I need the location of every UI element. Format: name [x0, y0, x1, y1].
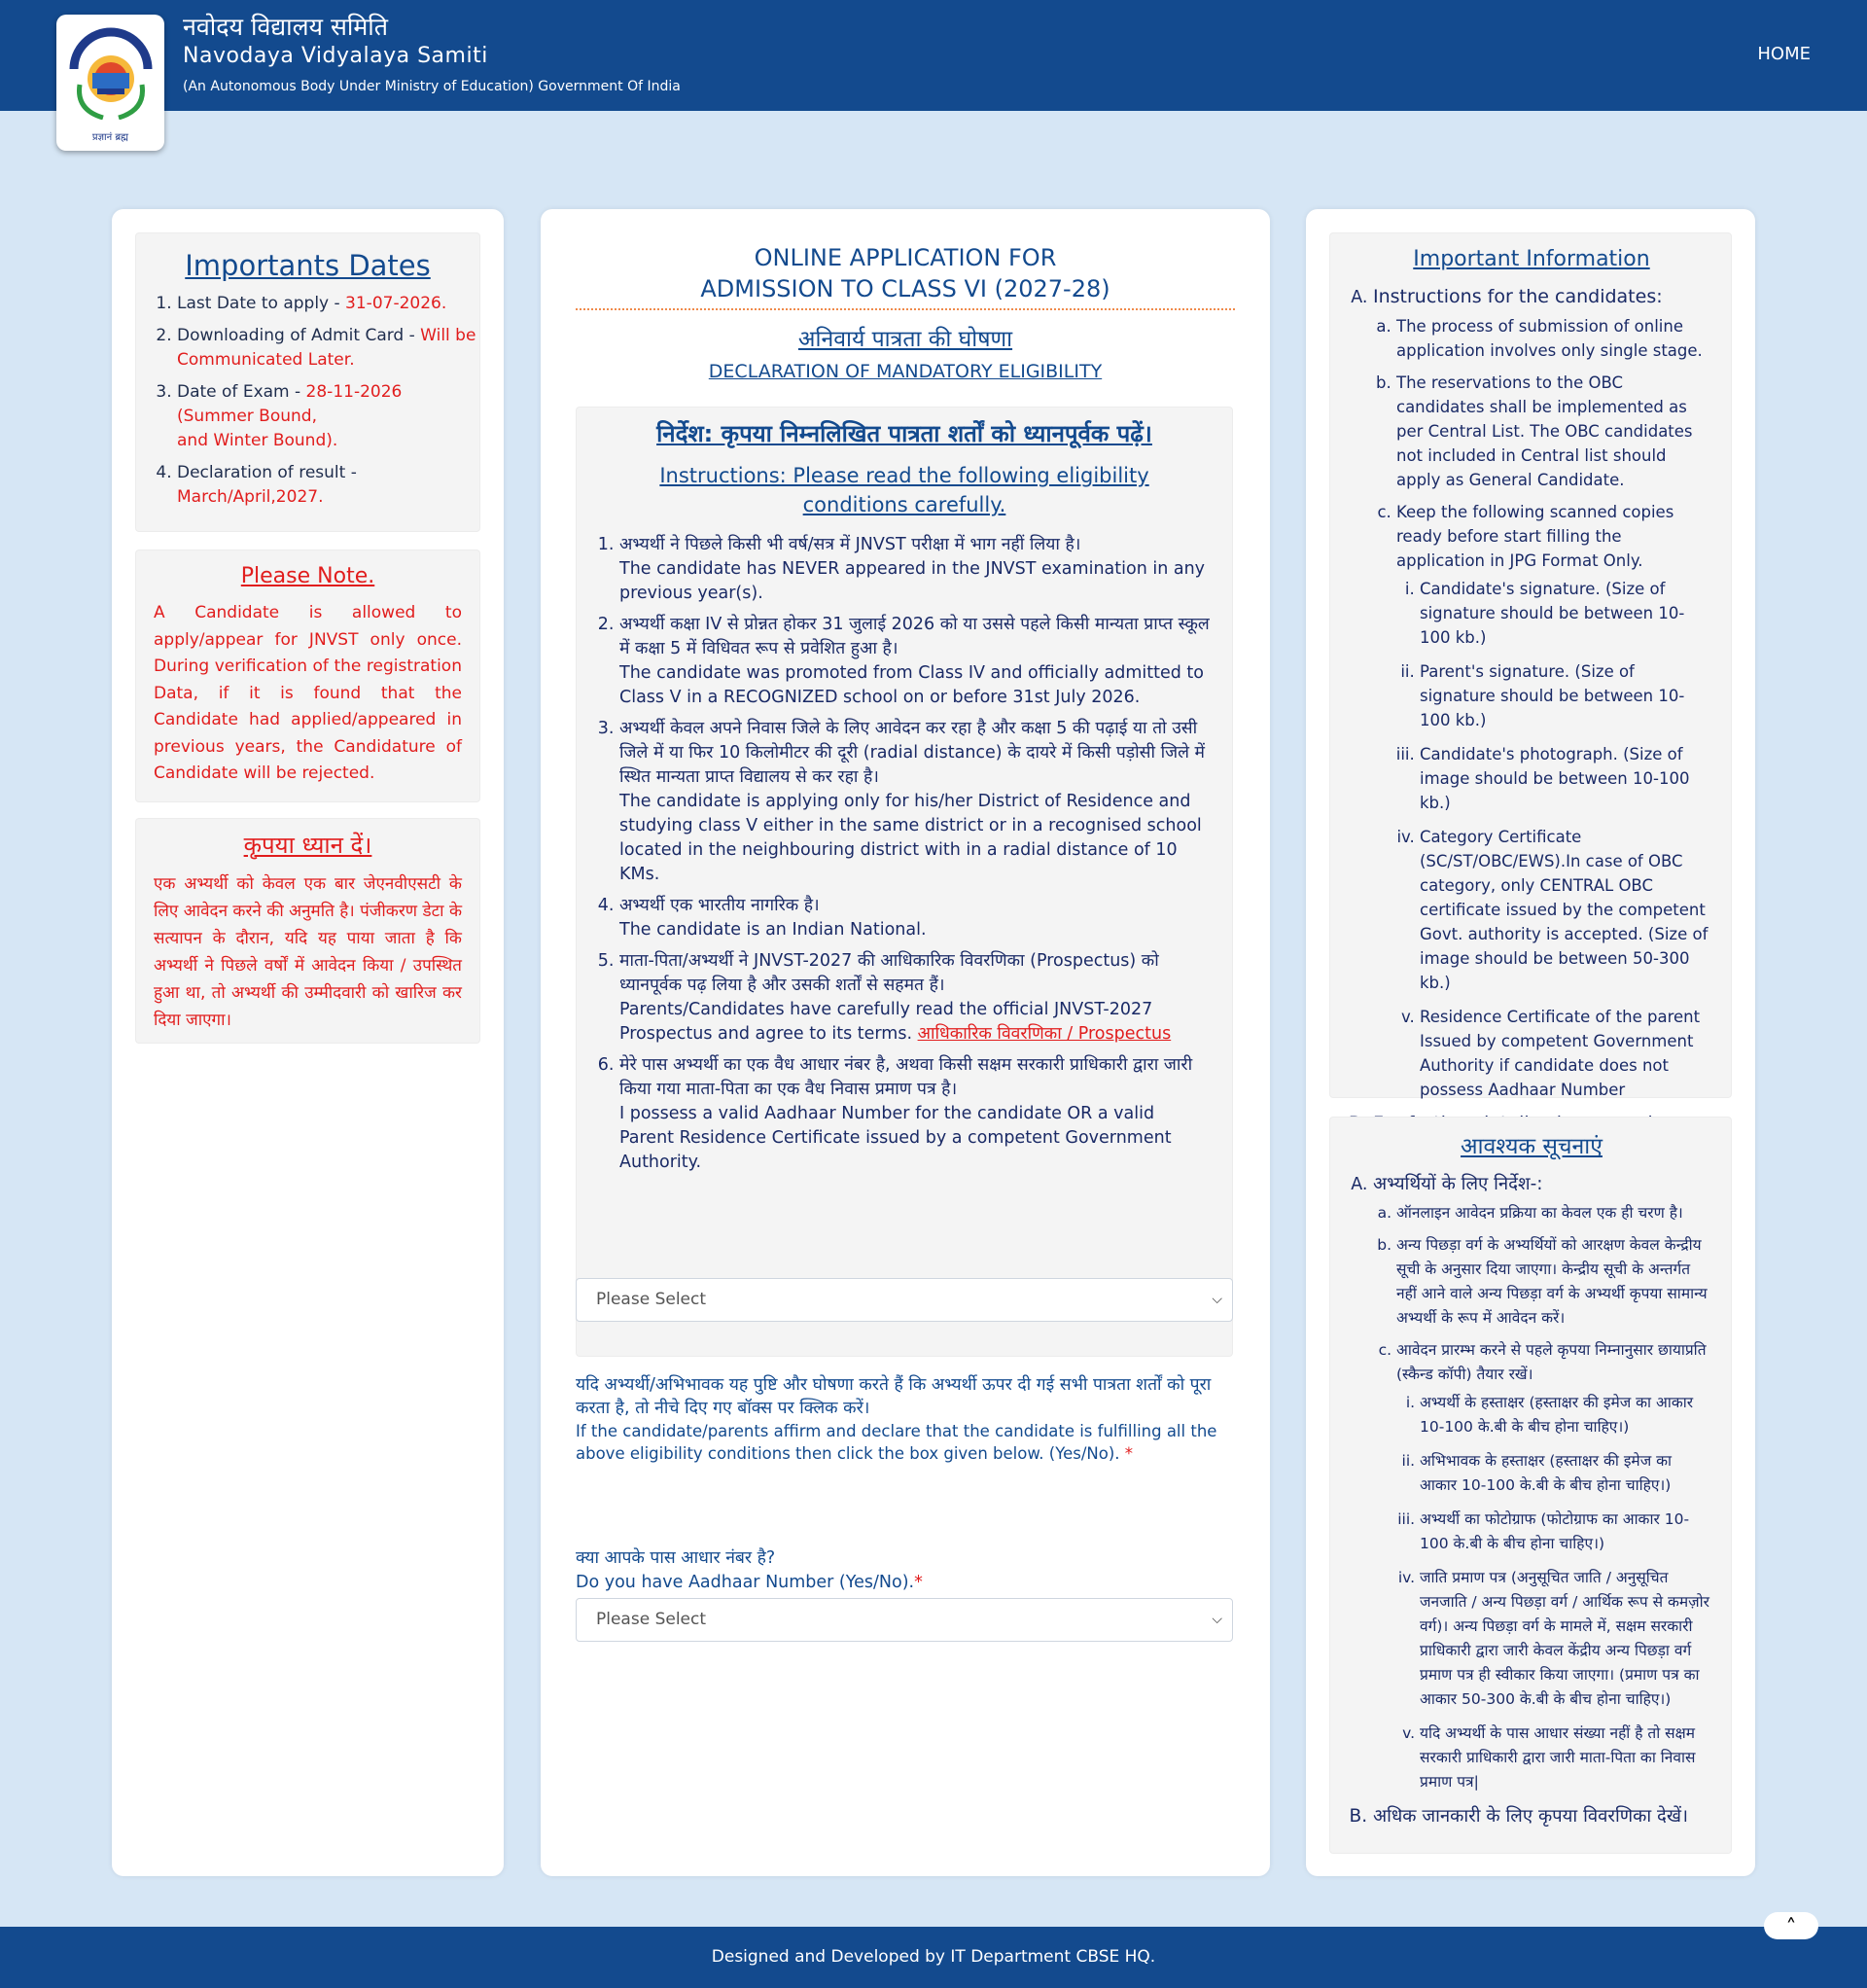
eligibility-item: 3. अभ्यर्थी केवल अपने निवास जिले के लिए आवेदन कर रहा है और कक्षा 5 की पढ़ाई या तो उसी जिले में या फिर 10 किलोमीटर की दूरी (radial distance) के दायरे में किसी पड़ोसी जिले में स्थित मान्यता प्राप्त विद्यालय से कर रहा है। The candidate is applying only for his/her District of Residence and studying class V either in the same district or in a recognised school located in the neighbouring district with in a radial distance of 10 KMs. — [619, 717, 1213, 887]
hindi-scanned-list — [1396, 1391, 1713, 1794]
info-item: c. Keep the following scanned copies ready before start filling the application in JPG Format Only. i. Candidate's signature. (Size of signature should be between 10-100 kb.) ii. Parent's signature. (Size of signature should be between 10-100 kb.) iii. Candidate's photograph. (Size of image should be between 10-100 kb.) iv. Category Certificate (SC/ST/OBC/EWS).In case of OBC category, only CENTRAL OBC certificate issued by the competent Govt. authority is accepted. (Size of image should be between 50-300 kb.) v. Residence Certificate of the parent Issued by competent Government Authority if candidate does not possess Aadhaar Number — [1396, 500, 1713, 1102]
hindi-section-a: A. अभ्यर्थियों के लिए निर्देश-: a. ऑनलाइन आवेदन प्रक्रिया का केवल एक ही चरण है। b. अन्य पिछड़ा वर्ग के अभ्यर्थियों को आरक्षण केवल केन्द्रीय सूची के अनुसार दिया जाएगा। केन्द्रीय सूची के अन्तर्गत नहीं आने वाले अन्य पिछड़ा वर्ग के अभ्यर्थी कृपया सामान्य अभ्यर्थी के रूप में आवेदन करें। c. आवेदन प्रारम्भ करने से पहले कृपया निम्नानुसार छायाप्रति (स्कैन्ड कॉपी) तैयार रखें। i. अभ्यर्थी के हस्ताक्षर (हस्ताक्षर की इमेज का आकार 10-100 के.बी के बीच होना चाहिए।) ii. अभिभावक के हस्ताक्षर (हस्ताक्षर की इमेज का आकार 10-100 के.बी के बीच होना चाहिए।) iii. अभ्यर्थी का फोटोग्राफ (फोटोग्राफ का आकार 10-100 के.बी के बीच होना चाहिए।) iv. जाति प्रमाण पत्र (अनुसूचित जाति / अनुसूचित जनजाति / अन्य पिछड़ा वर्ग / आर्थिक रूप से कमज़ोर वर्ग)। अन्य पिछड़ा वर्ग के मामले में, सक्षम सरकारी प्राधिकारी द्वारा जारी केवल केंद्रीय अन्य पिछड़ा वर्ग प्रमाण पत्र ही स्वीकार किया जाएगा। (प्रमाण पत्र का आकार 50-300 के.बी के बीच होना चाहिए।) v. यदि अभ्यर्थी के पास आधार संख्या नहीं है तो सक्षम सरकारी प्राधिकारी द्वारा जारी माता-पिता का निवास प्रमाण पत्र| — [1373, 1172, 1713, 1794]
chevron-up-icon: ˄ — [1785, 1916, 1797, 1940]
affirm-text: यदि अभ्यर्थी/अभिभावक यह पुष्टि और घोषणा करते हैं कि अभ्यर्थी ऊपर दी गई सभी पात्रता शर्तों को पूरा करता है, तो नीचे दिए गए बॉक्स पर क्लिक करें। If the candidate/parents affirm and declare that the candidate is fulfilling all the above eligibility conditions then click the box given below. (Yes/No). * — [576, 1375, 1217, 1463]
info-item: ii. Parent's signature. (Size of signature should be between 10-100 kb.) — [1420, 659, 1713, 732]
eligibility-item: 5. माता-पिता/अभ्यर्थी ने JNVST-2027 की आधिकारिक विवरणिका (Prospectus) को ध्यानपूर्वक पढ़ लिया है और उसकी शर्तों से सहमत हैं। Parents/Candidates have carefully read the official JNVST-2027 Prospectus and agree to its terms. आधिकारिक विवरणिका / Prospectus — [619, 949, 1213, 1047]
note-text: A Candidate is allowed to apply/appear for JNVST only once. During verification of the registration Data, if it is found that the Candidate had applied/appeared in previous years, the Candidature of Candidate will be rejected. — [154, 603, 462, 783]
aadhaar-select[interactable]: Please Select ⌵ — [576, 1598, 1233, 1642]
aadhaar-question: क्या आपके पास आधार नंबर है? Do you have Aadhaar Number (Yes/No).* — [576, 1548, 923, 1592]
info-sub-list — [1373, 314, 1713, 1102]
hindi-note-text: एक अभ्यर्थी को केवल एक बार जेएनवीएसटी के लिए आवेदन करने की अनुमति है। पंजीकरण डेटा के सत्यापन के दौरान, यदि यह पाया जाता है कि अभ्यर्थी ने पिछले वर्षों में आवेदन किया / उपस्थित हुआ था, तो अभ्यर्थी की उम्मीदवारी को खारिज कर दिया जाएगा। — [154, 874, 462, 1030]
important-dates-card — [135, 232, 480, 532]
info-item: c. आवेदन प्रारम्भ करने से पहले कृपया निम्नानुसार छायाप्रति (स्कैन्ड कॉपी) तैयार रखें। i. अभ्यर्थी के हस्ताक्षर (हस्ताक्षर की इमेज का आकार 10-100 के.बी के बीच होना चाहिए।) ii. अभिभावक के हस्ताक्षर (हस्ताक्षर की इमेज का आकार 10-100 के.बी के बीच होना चाहिए।) iii. अभ्यर्थी का फोटोग्राफ (फोटोग्राफ का आकार 10-100 के.बी के बीच होना चाहिए।) iv. जाति प्रमाण पत्र (अनुसूचित जाति / अनुसूचित जनजाति / अन्य पिछड़ा वर्ग / आर्थिक रूप से कमज़ोर वर्ग)। अन्य पिछड़ा वर्ग के मामले में, सक्षम सरकारी प्राधिकारी द्वारा जारी केवल केंद्रीय अन्य पिछड़ा वर्ग प्रमाण पत्र ही स्वीकार किया जाएगा। (प्रमाण पत्र का आकार 50-300 के.बी के बीच होना चाहिए।) v. यदि अभ्यर्थी के पास आधार संख्या नहीं है तो सक्षम सरकारी प्राधिकारी द्वारा जारी माता-पिता का निवास प्रमाण पत्र| — [1396, 1338, 1713, 1794]
info-section-a: A. Instructions for the candidates: a. The process of submission of online application involves only single stage. b. The reservations to the OBC candidates shall be implemented as per Central List. The OBC candidates not included in Central list should apply as General Candidate. c. Keep the following scanned copies ready before start filling the application in JPG Format Only. i. Candidate's signature. (Size of signature should be between 10-100 kb.) ii. Parent's signature. (Size of signature should be between 10-100 kb.) iii. Candidate's photograph. (Size of image should be between 10-100 kb.) iv. Category Certificate (SC/ST/OBC/EWS).In case of OBC category, only CENTRAL OBC certificate issued by the competent Govt. authority is accepted. (Size of image should be between 50-300 kb.) v. Residence Certificate of the parent Issued by competent Government Authority if candidate does not possess Aadhaar Number — [1373, 285, 1713, 1102]
eligibility-item: 2. अभ्यर्थी कक्षा IV से प्रोन्नत होकर 31 जुलाई 2026 को या उससे पहले किसी मान्यता प्राप्त स्कूल में कक्षा 5 में विधिवत रूप से प्रवेशित हुआ है। The candidate was promoted from Class IV and officially admitted to Class V in a RECOGNIZED school on or before 31st July 2026. — [619, 613, 1213, 710]
hindi-note-title: कृपया ध्यान दें। — [243, 832, 372, 859]
logo-motto: प्रज्ञानं ब्रह्म — [91, 132, 129, 143]
instructions-hindi: निर्देश: कृपया निम्नलिखित पात्रता शर्तों को ध्यानपूर्वक पढ़ें। — [656, 420, 1152, 447]
site-header — [0, 0, 1867, 143]
footer-credit: Designed and Developed by IT Department CBSE HQ. — [711, 1947, 1156, 1967]
hindi-info-title: आवश्यक सूचनाएं — [1461, 1134, 1603, 1159]
eligibility-item: 6. मेरे पास अभ्यर्थी का एक वैध आधार नंबर है, अथवा किसी सक्षम सरकारी प्राधिकारी द्वारा जारी किया गया माता-पिता का एक वैध निवास प्रमाण पत्र है। I possess a valid Aadhaar Number for the candidate OR a valid Parent Residence Certificate issued by a competent Government Authority. — [619, 1053, 1213, 1175]
eligibility-card — [576, 407, 1233, 1357]
eligibility-item: 1. अभ्यर्थी ने पिछले किसी भी वर्ष/सत्र में JNVST परीक्षा में भाग नहीं लिया है। The candidate has NEVER appeared in the JNVST examination in any previous year(s). — [619, 533, 1213, 606]
info-item: a. The process of submission of online application involves only single stage. — [1396, 314, 1713, 363]
info-item: i. अभ्यर्थी के हस्ताक्षर (हस्ताक्षर की इमेज का आकार 10-100 के.बी के बीच होना चाहिए।) — [1420, 1391, 1713, 1439]
site-footer — [0, 1927, 1867, 1988]
hindi-info-list — [1350, 1172, 1713, 1828]
important-information-card — [1329, 232, 1732, 1098]
info-title: Important Information — [1413, 247, 1650, 271]
right-panel — [1306, 209, 1755, 1876]
prospectus-link[interactable]: आधिकारिक विवरणिका / Prospectus — [917, 1024, 1172, 1044]
info-item: iv. जाति प्रमाण पत्र (अनुसूचित जाति / अनुसूचित जनजाति / अन्य पिछड़ा वर्ग / आर्थिक रूप से कमज़ोर वर्ग)। अन्य पिछड़ा वर्ग के मामले में, सक्षम सरकारी प्राधिकारी द्वारा जारी केवल केंद्रीय अन्य पिछड़ा वर्ग प्रमाण पत्र ही स्वीकार किया जाएगा। (प्रमाण पत्र का आकार 50-300 के.बी के बीच होना चाहिए।) — [1420, 1566, 1713, 1712]
info-item: iii. Candidate's photograph. (Size of image should be between 10-100 kb.) — [1420, 742, 1713, 815]
info-item: i. Candidate's signature. (Size of signature should be between 10-100 kb.) — [1420, 577, 1713, 650]
hindi-section-b: B. अधिक जानकारी के लिए कृपया विवरणिका देखें। — [1373, 1804, 1713, 1828]
center-panel — [541, 209, 1270, 1876]
declaration-english: DECLARATION OF MANDATORY ELIGIBILITY — [708, 361, 1103, 382]
hindi-information-card — [1329, 1117, 1732, 1854]
org-name-hindi: नवोदय विद्यालय समिति — [183, 13, 389, 41]
scroll-top-button[interactable] — [1764, 1912, 1818, 1939]
hindi-note-card — [135, 818, 480, 1044]
instructions-english: Instructions: Please read the following eligibility conditions carefully. — [659, 464, 1149, 516]
info-item: ii. अभिभावक के हस्ताक्षर (हस्ताक्षर की इमेज का आकार 10-100 के.बी के बीच होना चाहिए।) — [1420, 1449, 1713, 1498]
page-title: ONLINE APPLICATION FOR ADMISSION TO CLASS VI (2027-28) — [700, 244, 1110, 302]
eligibility-select[interactable]: Please Select ⌵ — [576, 1278, 1233, 1322]
org-subtitle: (An Autonomous Body Under Ministry of Education) Government Of India — [183, 79, 681, 94]
org-name-english: Navodaya Vidyalaya Samiti — [183, 44, 488, 68]
title-divider — [576, 308, 1235, 310]
please-note-card — [135, 550, 480, 802]
date-item: 2. Downloading of Admit Card - Will be Communicated Later. — [177, 324, 479, 373]
nvs-logo[interactable] — [56, 15, 164, 151]
dates-title: Importants Dates — [185, 249, 431, 282]
note-title: Please Note. — [240, 564, 375, 588]
eligibility-list — [577, 533, 1232, 1175]
info-item: iv. Category Certificate (SC/ST/OBC/EWS).In case of OBC category, only CENTRAL OBC certificate issued by the competent Govt. authority is accepted. (Size of image should be between 50-300 kb.) — [1420, 825, 1713, 995]
info-item: v. यदि अभ्यर्थी के पास आधार संख्या नहीं है तो सक्षम सरकारी प्राधिकारी द्वारा जारी माता-पिता का निवास प्रमाण पत्र| — [1420, 1722, 1713, 1794]
date-item: 4. Declaration of result - March/April,2027. — [177, 461, 479, 510]
info-item: b. अन्य पिछड़ा वर्ग के अभ्यर्थियों को आरक्षण केवल केन्द्रीय सूची के अनुसार दिया जाएगा। केन्द्रीय सूची के अन्तर्गत नहीं आने वाले अन्य पिछड़ा वर्ग के अभ्यर्थी कृपया सामान्य अभ्यर्थी के रूप में आवेदन करें। — [1396, 1233, 1713, 1331]
info-item: v. Residence Certificate of the parent Issued by competent Government Authority if candidate does not possess Aadhaar Number — [1420, 1005, 1713, 1102]
hindi-sub-list — [1373, 1201, 1713, 1794]
date-item: 1. Last Date to apply - 31-07-2026. — [177, 292, 479, 316]
emblem-icon — [66, 24, 156, 141]
info-item: b. The reservations to the OBC candidates shall be implemented as per Central List. The OBC candidates not included in Central list should apply as General Candidate. — [1396, 371, 1713, 492]
info-list — [1350, 285, 1713, 1160]
date-item: 3. Date of Exam - 28-11-2026 (Summer Bound, and Winter Bound). — [177, 380, 479, 453]
left-panel — [112, 209, 504, 1876]
chevron-down-icon: ⌵ — [1212, 1612, 1222, 1627]
info-item: iii. अभ्यर्थी का फोटोग्राफ (फोटोग्राफ का आकार 10-100 के.बी के बीच होना चाहिए।) — [1420, 1508, 1713, 1556]
scanned-copies-list — [1396, 577, 1713, 1102]
info-item: a. ऑनलाइन आवेदन प्रक्रिया का केवल एक ही चरण है। — [1396, 1201, 1713, 1225]
chevron-down-icon: ⌵ — [1212, 1292, 1222, 1307]
home-link[interactable]: HOME — [1757, 44, 1811, 64]
dates-list — [136, 292, 479, 510]
eligibility-item: 4. अभ्यर्थी एक भारतीय नागरिक है। The candidate is an Indian National. — [619, 894, 1213, 942]
declaration-hindi: अनिवार्य पात्रता की घोषणा — [797, 327, 1013, 352]
